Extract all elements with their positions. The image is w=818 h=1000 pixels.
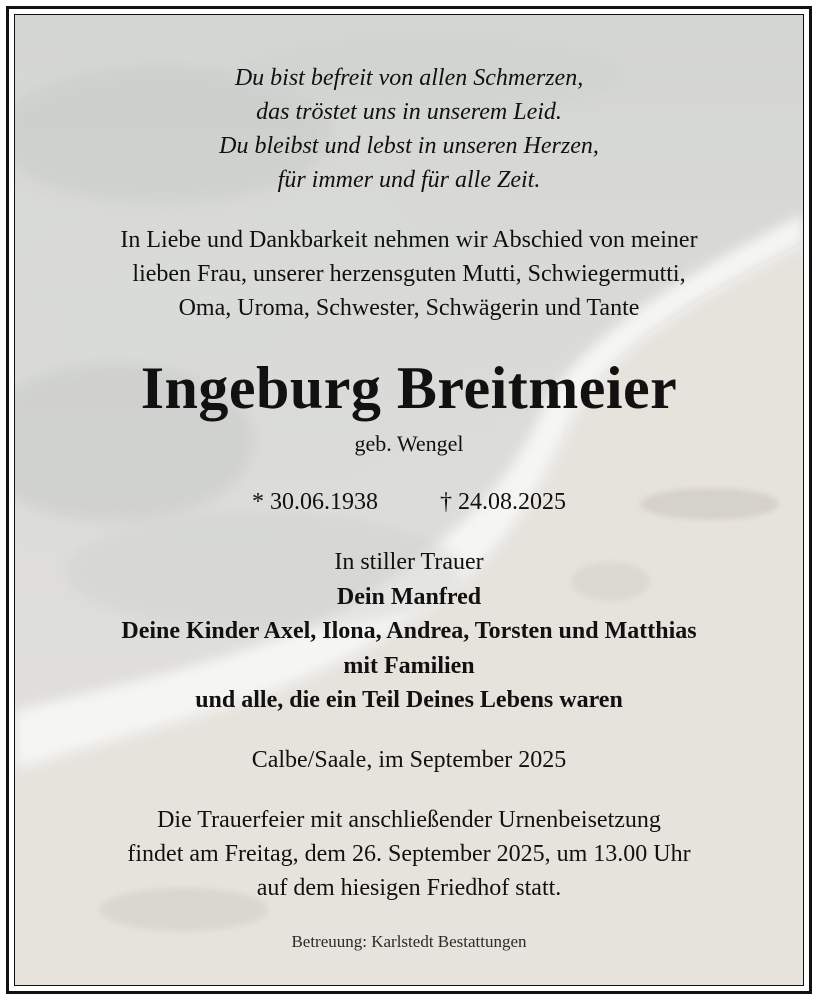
- deceased-name: Ingeburg Breitmeier: [140, 355, 678, 421]
- mourner-line: Dein Manfred: [336, 583, 482, 610]
- mourners-heading: In stiller Trauer: [334, 549, 484, 575]
- funeral-service-info: [15, 803, 803, 905]
- mourners-block: [15, 545, 803, 718]
- mourner-line: Deine Kinder Axel, Ilona, Andrea, Torsten und Matthias: [121, 618, 697, 644]
- service-line: auf dem hiesigen Friedhof statt.: [256, 875, 562, 901]
- memorial-verse: [15, 61, 803, 197]
- intro-line: In Liebe und Dankbarkeit nehmen wir Abschied von meiner: [120, 227, 698, 253]
- verse-line: das tröstet uns in unserem Leid.: [256, 99, 562, 125]
- obituary-panel: [14, 14, 804, 986]
- mourner-line: mit Familien: [343, 652, 475, 679]
- intro-line: Oma, Uroma, Schwester, Schwägerin und Tante: [178, 295, 640, 321]
- birth-date: * 30.06.1938: [252, 489, 378, 515]
- death-date: † 24.08.2025: [440, 489, 566, 515]
- maiden-name: geb. Wengel: [354, 431, 464, 456]
- farewell-intro: [15, 223, 803, 325]
- verse-line: Du bist befreit von allen Schmerzen,: [234, 65, 584, 91]
- undertaker-credit: Betreuung: Karlstedt Bestattungen: [291, 932, 527, 951]
- verse-line: Du bleibst und lebst in unseren Herzen,: [219, 133, 599, 159]
- verse-line: für immer und für alle Zeit.: [277, 167, 541, 193]
- life-dates: [15, 485, 803, 519]
- obituary-frame: [6, 6, 812, 994]
- intro-line: lieben Frau, unserer herzensguten Mutti, Schwiegermutti,: [132, 261, 686, 287]
- mourner-line: und alle, die ein Teil Deines Lebens waren: [195, 687, 623, 713]
- service-line: findet am Freitag, dem 26. September 2025, um 13.00 Uhr: [127, 841, 691, 867]
- service-line: Die Trauerfeier mit anschließender Urnenbeisetzung: [157, 807, 661, 833]
- place-and-date: Calbe/Saale, im September 2025: [251, 747, 567, 773]
